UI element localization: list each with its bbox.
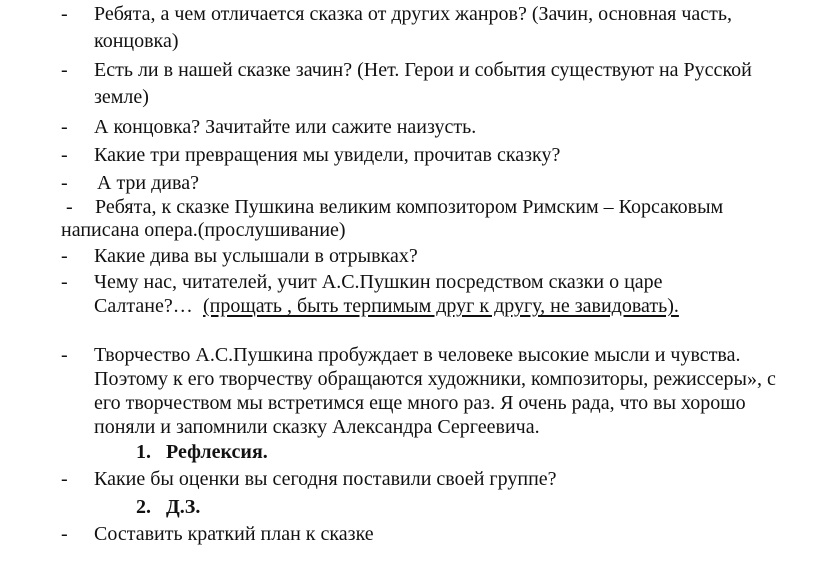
list-item-text: написана опера.(прослушивание) — [61, 219, 346, 241]
list-dash: - — [61, 3, 68, 25]
list-item-text: Какие три превращения мы увидели, прочитав сказку? — [94, 144, 561, 166]
heading-number: 2. — [136, 496, 151, 518]
heading-reflection: Рефлексия. — [166, 441, 268, 463]
list-dash: - — [61, 271, 68, 293]
list-item-text: Какие бы оценки вы сегодня поставили своей группе? — [94, 468, 557, 490]
list-item-text: Ребята, а чем отличается сказка от других жанров? (Зачин, основная часть, — [94, 3, 733, 25]
list-dash: - — [61, 344, 68, 366]
list-item-text: А концовка? Зачитайте или сажите наизусть. — [94, 116, 477, 138]
list-item-text: Творчество А.С.Пушкина пробуждает в человеке высокие мысли и чувства. — [94, 344, 741, 366]
list-item-text: Ребята, к сказке Пушкина великим композитором Римским – Корсаковым — [95, 196, 724, 218]
list-dash: - — [61, 523, 68, 545]
list-item-text: Чему нас, читателей, учит А.С.Пушкин посредством сказки о царе — [94, 271, 663, 293]
list-dash: - — [61, 245, 68, 267]
list-item-text: его творчеством мы встретимся еще много раз. Я очень рада, что вы хорошо — [94, 392, 746, 414]
list-item-text: Какие дива вы услышали в отрывках? — [94, 245, 418, 267]
list-item-text: поняли и запомнили сказку Александра Сергеевича. — [94, 416, 540, 438]
list-item-text: А три дива? — [97, 172, 199, 194]
list-dash: - — [66, 196, 73, 218]
list-item-text: Салтане?… — [94, 295, 193, 317]
heading-homework: Д.З. — [166, 496, 201, 518]
list-item-text: концовка) — [94, 30, 179, 52]
list-dash: - — [61, 59, 68, 81]
list-item-text: земле) — [94, 86, 149, 108]
list-item-text: Поэтому к его творчеству обращаются художники, композиторы, режиссеры», с — [94, 368, 776, 390]
list-dash: - — [61, 172, 68, 194]
list-item-text: Составить краткий план к сказке — [94, 523, 374, 545]
list-dash: - — [61, 468, 68, 490]
list-dash: - — [61, 116, 68, 138]
underlined-answer: (прощать , быть терпимым друг к другу, не завидовать). — [203, 295, 679, 317]
list-item-text: Есть ли в нашей сказке зачин? (Нет. Герои и события существуют на Русской — [94, 59, 752, 81]
heading-number: 1. — [136, 441, 151, 463]
list-dash: - — [61, 144, 68, 166]
